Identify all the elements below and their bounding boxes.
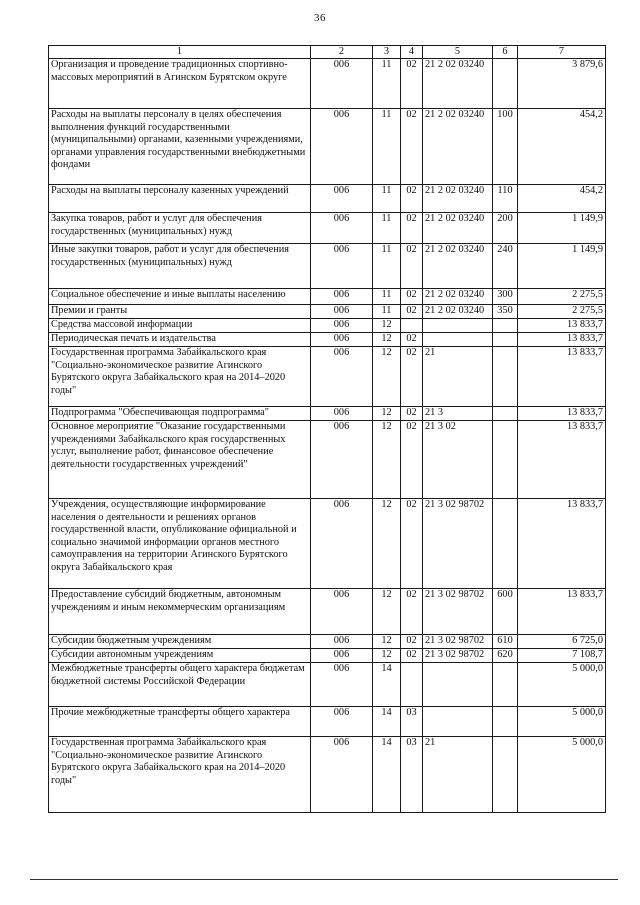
row-subsection: 02 (401, 347, 423, 407)
row-target-article: 21 3 02 98702 (423, 499, 493, 589)
row-target-article (423, 333, 493, 347)
row-name: Премии и гранты (49, 305, 311, 319)
row-name: Государственная программа Забайкальского края "Социально-экономическое развитие Агинского Бурятского округа Забайкальского края на 2014–2020 годы" (49, 347, 311, 407)
row-ved: 006 (311, 663, 373, 707)
header-col-4: 4 (401, 46, 423, 59)
row-target-article: 21 (423, 347, 493, 407)
row-name: Закупка товаров, работ и услуг для обеспечения государственных (муниципальных) нужд (49, 213, 311, 244)
row-amount: 13 833,7 (518, 319, 606, 333)
row-expense-type: 100 (493, 109, 518, 185)
row-name: Расходы на выплаты персоналу казенных учреждений (49, 185, 311, 213)
row-ved: 006 (311, 635, 373, 649)
row-target-article: 21 3 02 98702 (423, 635, 493, 649)
row-amount: 6 725,0 (518, 635, 606, 649)
row-section: 11 (373, 59, 401, 109)
row-subsection: 02 (401, 213, 423, 244)
row-subsection: 02 (401, 421, 423, 499)
row-expense-type (493, 737, 518, 813)
page-number: 36 (314, 12, 326, 24)
row-expense-type: 300 (493, 289, 518, 305)
row-expense-type: 110 (493, 185, 518, 213)
row-section: 14 (373, 663, 401, 707)
row-section: 11 (373, 289, 401, 305)
header-col-3: 3 (373, 46, 401, 59)
row-subsection: 02 (401, 635, 423, 649)
row-ved: 006 (311, 59, 373, 109)
row-name: Межбюджетные трансферты общего характера бюджетам бюджетной системы Российской Федерации (49, 663, 311, 707)
row-name: Субсидии автономным учреждениям (49, 649, 311, 663)
row-subsection: 02 (401, 333, 423, 347)
table-row (49, 185, 606, 213)
row-section: 12 (373, 407, 401, 421)
table-row (49, 737, 606, 813)
header-col-5: 5 (423, 46, 493, 59)
row-target-article: 21 3 02 98702 (423, 649, 493, 663)
row-section: 12 (373, 347, 401, 407)
row-amount: 1 149,9 (518, 244, 606, 289)
row-section: 12 (373, 635, 401, 649)
row-target-article: 21 3 (423, 407, 493, 421)
row-subsection: 02 (401, 109, 423, 185)
table-row (49, 707, 606, 737)
row-expense-type (493, 421, 518, 499)
row-expense-type: 200 (493, 213, 518, 244)
row-section: 12 (373, 649, 401, 663)
row-amount: 3 879,6 (518, 59, 606, 109)
row-subsection: 02 (401, 305, 423, 319)
row-ved: 006 (311, 707, 373, 737)
row-target-article (423, 663, 493, 707)
table-row (49, 421, 606, 499)
row-amount: 454,2 (518, 185, 606, 213)
row-expense-type: 350 (493, 305, 518, 319)
row-target-article: 21 2 02 03240 (423, 185, 493, 213)
row-expense-type (493, 499, 518, 589)
row-ved: 006 (311, 305, 373, 319)
row-subsection: 03 (401, 737, 423, 813)
table-header-row (49, 46, 606, 59)
row-ved: 006 (311, 347, 373, 407)
row-name: Социальное обеспечение и иные выплаты населению (49, 289, 311, 305)
row-name: Организация и проведение традиционных спортивно-массовых мероприятий в Агинском Бурятском округе (49, 59, 311, 109)
row-ved: 006 (311, 289, 373, 305)
row-section: 14 (373, 737, 401, 813)
row-ved: 006 (311, 421, 373, 499)
row-name: Предоставление субсидий бюджетным, автономным учреждениям и иным некоммерческим организациям (49, 589, 311, 635)
header-col-2: 2 (311, 46, 373, 59)
row-subsection: 03 (401, 707, 423, 737)
row-section: 11 (373, 213, 401, 244)
row-expense-type (493, 347, 518, 407)
header-col-6: 6 (493, 46, 518, 59)
row-section: 12 (373, 589, 401, 635)
row-subsection: 02 (401, 244, 423, 289)
table-row (49, 333, 606, 347)
row-target-article (423, 707, 493, 737)
row-amount: 13 833,7 (518, 421, 606, 499)
row-ved: 006 (311, 589, 373, 635)
table-row (49, 499, 606, 589)
row-ved: 006 (311, 407, 373, 421)
table-row (49, 213, 606, 244)
row-expense-type: 240 (493, 244, 518, 289)
row-subsection: 02 (401, 185, 423, 213)
table-row (49, 649, 606, 663)
row-target-article: 21 2 02 03240 (423, 109, 493, 185)
row-name: Государственная программа Забайкальского края "Социально-экономическое развитие Агинского Бурятского округа Забайкальского края на 2014–2020 годы" (49, 737, 311, 813)
table-row (49, 319, 606, 333)
row-expense-type (493, 407, 518, 421)
row-section: 11 (373, 185, 401, 213)
table-row (49, 305, 606, 319)
row-name: Средства массовой информации (49, 319, 311, 333)
row-ved: 006 (311, 319, 373, 333)
row-expense-type: 620 (493, 649, 518, 663)
row-amount: 454,2 (518, 109, 606, 185)
row-amount: 2 275,5 (518, 305, 606, 319)
row-subsection: 02 (401, 589, 423, 635)
row-amount: 2 275,5 (518, 289, 606, 305)
row-section: 14 (373, 707, 401, 737)
table-row (49, 635, 606, 649)
row-ved: 006 (311, 737, 373, 813)
row-ved: 006 (311, 109, 373, 185)
row-amount: 1 149,9 (518, 213, 606, 244)
bottom-divider (30, 879, 618, 880)
row-section: 12 (373, 319, 401, 333)
row-name: Расходы на выплаты персоналу в целях обеспечения выполнения функций государственными (муниципальными) органами, казенными учреждениями, органами управления государственными внебюджетными фондами (49, 109, 311, 185)
row-subsection: 02 (401, 407, 423, 421)
row-ved: 006 (311, 649, 373, 663)
row-amount: 5 000,0 (518, 737, 606, 813)
row-name: Учреждения, осуществляющие информирование населения о деятельности и решениях органов государственной власти, опубликование официальной и социально значимой информации органов местного самоуправления на территории Агинского Бурятского округа Забайкальского края (49, 499, 311, 589)
row-target-article (423, 319, 493, 333)
table-row (49, 407, 606, 421)
row-amount: 13 833,7 (518, 589, 606, 635)
row-name: Основное мероприятие "Оказание государственными учреждениями Забайкальского края государственных услуг, выполнение работ, финансовое обеспечение деятельности государственных учреждений" (49, 421, 311, 499)
row-name: Иные закупки товаров, работ и услуг для обеспечения государственных (муниципальных) нужд (49, 244, 311, 289)
row-section: 11 (373, 305, 401, 319)
row-target-article: 21 2 02 03240 (423, 289, 493, 305)
row-ved: 006 (311, 499, 373, 589)
row-subsection: 02 (401, 649, 423, 663)
row-name: Периодическая печать и издательства (49, 333, 311, 347)
row-expense-type (493, 663, 518, 707)
row-target-article: 21 3 02 (423, 421, 493, 499)
row-section: 11 (373, 109, 401, 185)
table-row (49, 663, 606, 707)
row-subsection: 02 (401, 289, 423, 305)
row-expense-type (493, 59, 518, 109)
row-amount: 5 000,0 (518, 707, 606, 737)
table-row (49, 244, 606, 289)
row-expense-type (493, 333, 518, 347)
table-row (49, 289, 606, 305)
row-section: 11 (373, 244, 401, 289)
row-section: 12 (373, 333, 401, 347)
table-row (49, 109, 606, 185)
row-name: Прочие межбюджетные трансферты общего характера (49, 707, 311, 737)
row-target-article: 21 2 02 03240 (423, 305, 493, 319)
row-section: 12 (373, 421, 401, 499)
row-expense-type (493, 707, 518, 737)
row-target-article: 21 2 02 03240 (423, 244, 493, 289)
row-subsection: 02 (401, 499, 423, 589)
table-row (49, 59, 606, 109)
header-col-7: 7 (518, 46, 606, 59)
row-target-article: 21 2 02 03240 (423, 59, 493, 109)
row-target-article: 21 (423, 737, 493, 813)
row-subsection (401, 663, 423, 707)
row-name: Подпрограмма "Обеспечивающая подпрограмма" (49, 407, 311, 421)
row-ved: 006 (311, 185, 373, 213)
row-name: Субсидии бюджетным учреждениям (49, 635, 311, 649)
row-subsection: 02 (401, 59, 423, 109)
budget-table (48, 45, 606, 813)
row-expense-type: 600 (493, 589, 518, 635)
row-ved: 006 (311, 213, 373, 244)
row-subsection (401, 319, 423, 333)
row-section: 12 (373, 499, 401, 589)
row-amount: 13 833,7 (518, 499, 606, 589)
row-ved: 006 (311, 244, 373, 289)
table-row (49, 589, 606, 635)
row-amount: 13 833,7 (518, 333, 606, 347)
table-row (49, 347, 606, 407)
row-amount: 13 833,7 (518, 407, 606, 421)
row-ved: 006 (311, 333, 373, 347)
row-expense-type (493, 319, 518, 333)
row-target-article: 21 3 02 98702 (423, 589, 493, 635)
row-expense-type: 610 (493, 635, 518, 649)
row-amount: 7 108,7 (518, 649, 606, 663)
row-amount: 5 000,0 (518, 663, 606, 707)
row-target-article: 21 2 02 03240 (423, 213, 493, 244)
row-amount: 13 833,7 (518, 347, 606, 407)
header-col-1: 1 (49, 46, 311, 59)
